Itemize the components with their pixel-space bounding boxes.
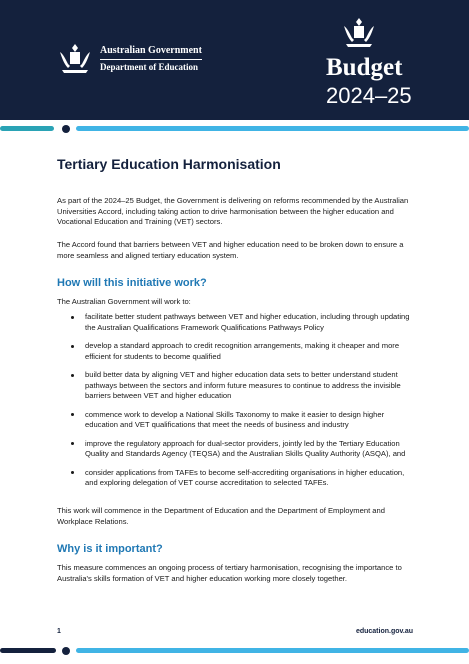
bullet-dot-icon — [71, 471, 74, 474]
government-logo — [56, 42, 202, 76]
bullet-dot-icon — [71, 374, 74, 377]
bullet-item — [57, 468, 417, 489]
top-stripe-blue — [76, 126, 469, 131]
bottom-stripe-dot — [62, 647, 70, 655]
bullet-item — [57, 341, 417, 362]
top-stripe-teal — [0, 126, 54, 131]
bullet-dot-icon — [71, 413, 74, 416]
department-name: Department of Education — [100, 59, 202, 73]
bullet-text: build better data by aligning VET and higher education data sets to better understand student pathways between the sectors and inform future measures to continue to address the invisible barriers between VET and higher education — [85, 370, 401, 400]
government-text — [100, 45, 202, 73]
bottom-stripe-navy — [0, 648, 56, 653]
budget-header-banner — [0, 0, 469, 120]
section-heading-how: How will this initiative work? — [57, 277, 207, 289]
importance-paragraph: This measure commences an ongoing process of tertiary harmonisation, recognising the importance to Australia's skills formation of VET and higher education working more closely together. — [57, 563, 402, 583]
page-number: 1 — [57, 628, 61, 635]
bullet-text: commence work to develop a National Skills Taxonomy to make it easier to design higher education and VET qualifications that meet the needs of business and industry — [85, 409, 385, 429]
initiative-bullet-list — [57, 312, 417, 497]
page-title: Tertiary Education Harmonisation — [57, 156, 281, 172]
closing-paragraph: This work will commence in the Department of Education and the Department of Employment and Workplace Relations. — [57, 506, 385, 526]
bullet-text: develop a standard approach to credit recognition arrangements, making it cheaper and more efficient for students to become qualified — [85, 341, 400, 361]
budget-year: 2024–25 — [326, 83, 412, 108]
coat-of-arms-icon — [56, 42, 94, 76]
budget-crest-icon — [340, 16, 378, 50]
intro-paragraph-2: The Accord found that barriers between VET and higher education need to be broken down to ensure a more seamless and aligned tertiary education system. — [57, 240, 404, 260]
budget-word: Budget — [326, 54, 403, 81]
gov-name: Australian Government — [100, 45, 202, 56]
bullet-dot-icon — [71, 442, 74, 445]
bullet-item — [57, 410, 417, 431]
footer-website: education.gov.au — [355, 628, 413, 635]
bullet-dot-icon — [71, 345, 74, 348]
bullet-item — [57, 312, 417, 333]
top-stripe-dot — [62, 125, 70, 133]
section-lead: The Australian Government will work to: — [57, 297, 191, 306]
bullet-text: facilitate better student pathways between VET and higher education, including through updating the Australian Qualifications Framework Qualifications Pathways Policy — [85, 312, 410, 332]
bullet-item — [57, 439, 417, 460]
bullet-text: improve the regulatory approach for dual-sector providers, jointly led by the Tertiary Education Quality and Standards Agency (TEQSA) and the Australian Skills Quality Authority (ASQA), and — [85, 438, 406, 458]
bottom-stripe-blue — [76, 648, 469, 653]
bullet-text: consider applications from TAFEs to become self-accrediting organisations in higher education, and exploring delegation of VET course accreditation to selected TAFEs. — [85, 467, 405, 487]
bullet-dot-icon — [71, 316, 74, 319]
bullet-item — [57, 370, 417, 402]
section-heading-why: Why is it important? — [57, 543, 163, 555]
intro-paragraph-1: As part of the 2024–25 Budget, the Government is delivering on reforms recommended by the Australian Universities Accord, including taking action to drive harmonisation between the higher education and Vocational Education and Training (VET) sectors. — [57, 196, 409, 226]
